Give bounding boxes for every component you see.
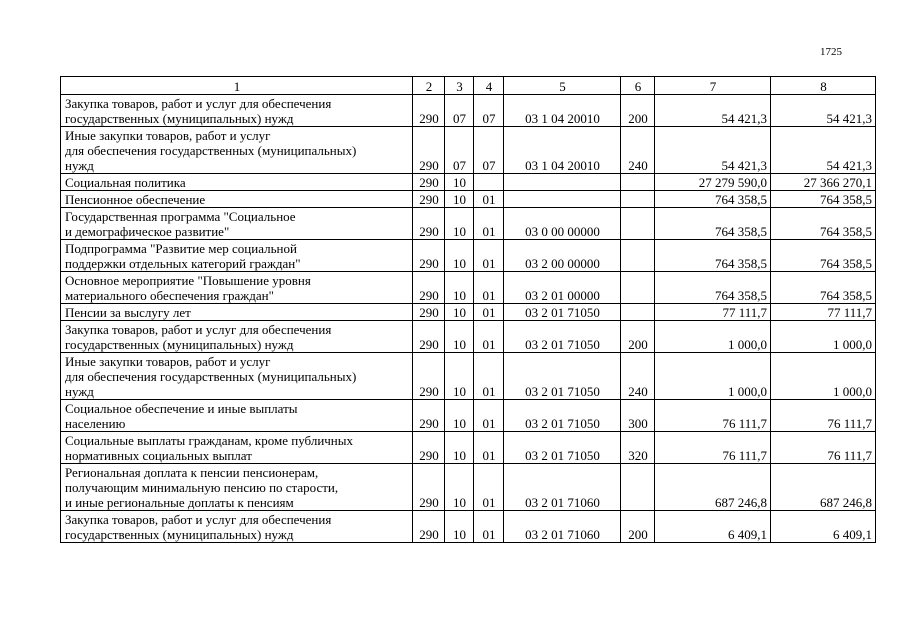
row-col-6: 200 xyxy=(621,95,655,127)
row-col-6 xyxy=(621,304,655,321)
row-col-5: 03 2 00 00000 xyxy=(504,240,621,272)
row-col-5: 03 2 01 71050 xyxy=(504,321,621,353)
row-col-7: 54 421,3 xyxy=(655,95,771,127)
row-col-4: 01 xyxy=(474,432,504,464)
header-cell-5: 5 xyxy=(504,77,621,95)
row-name: Пенсионное обеспечение xyxy=(61,191,413,208)
row-col-8: 764 358,5 xyxy=(771,191,876,208)
table-row xyxy=(61,95,876,127)
row-col-8: 687 246,8 xyxy=(771,464,876,511)
row-col-6 xyxy=(621,174,655,191)
row-col-7: 76 111,7 xyxy=(655,432,771,464)
row-col-3: 10 xyxy=(445,272,474,304)
table-row xyxy=(61,127,876,174)
row-name: Основное мероприятие "Повышение уровня материального обеспечения граждан" xyxy=(61,272,413,304)
row-col-2: 290 xyxy=(413,191,445,208)
row-name: Иные закупки товаров, работ и услуг для обеспечения государственных (муниципальных) нужд xyxy=(61,353,413,400)
row-name: Закупка товаров, работ и услуг для обеспечения государственных (муниципальных) нужд xyxy=(61,321,413,353)
row-col-4: 01 xyxy=(474,511,504,543)
row-col-6: 200 xyxy=(621,321,655,353)
row-col-8: 27 366 270,1 xyxy=(771,174,876,191)
row-col-5: 03 1 04 20010 xyxy=(504,95,621,127)
row-col-7: 1 000,0 xyxy=(655,353,771,400)
row-col-3: 10 xyxy=(445,304,474,321)
row-col-7: 764 358,5 xyxy=(655,240,771,272)
row-col-4: 01 xyxy=(474,400,504,432)
row-col-4: 07 xyxy=(474,95,504,127)
row-col-5: 03 2 01 00000 xyxy=(504,272,621,304)
table-row xyxy=(61,464,876,511)
header-cell-7: 7 xyxy=(655,77,771,95)
row-col-7: 764 358,5 xyxy=(655,208,771,240)
table-row xyxy=(61,240,876,272)
row-col-6: 200 xyxy=(621,511,655,543)
header-cell-1: 1 xyxy=(61,77,413,95)
row-col-3: 10 xyxy=(445,400,474,432)
row-name: Социальное обеспечение и иные выплаты населению xyxy=(61,400,413,432)
row-col-6: 240 xyxy=(621,127,655,174)
row-col-2: 290 xyxy=(413,174,445,191)
row-col-6 xyxy=(621,272,655,304)
row-col-3: 10 xyxy=(445,353,474,400)
row-col-2: 290 xyxy=(413,321,445,353)
header-row xyxy=(61,77,876,95)
row-col-3: 10 xyxy=(445,240,474,272)
row-col-3: 10 xyxy=(445,511,474,543)
row-name: Социальные выплаты гражданам, кроме публичных нормативных социальных выплат xyxy=(61,432,413,464)
row-name: Закупка товаров, работ и услуг для обеспечения государственных (муниципальных) нужд xyxy=(61,95,413,127)
row-col-7: 6 409,1 xyxy=(655,511,771,543)
header-cell-6: 6 xyxy=(621,77,655,95)
row-col-3: 10 xyxy=(445,464,474,511)
row-col-2: 290 xyxy=(413,464,445,511)
row-col-8: 764 358,5 xyxy=(771,208,876,240)
row-col-4: 01 xyxy=(474,240,504,272)
page-number: 1725 xyxy=(820,46,842,58)
row-col-7: 1 000,0 xyxy=(655,321,771,353)
table-row xyxy=(61,272,876,304)
row-col-6 xyxy=(621,208,655,240)
row-col-4 xyxy=(474,174,504,191)
row-col-3: 10 xyxy=(445,174,474,191)
row-col-7: 54 421,3 xyxy=(655,127,771,174)
row-col-2: 290 xyxy=(413,304,445,321)
row-name: Региональная доплата к пенсии пенсионерам, получающим минимальную пенсию по старости, и иные региональные доплаты к пенсиям xyxy=(61,464,413,511)
row-col-7: 76 111,7 xyxy=(655,400,771,432)
row-col-4: 01 xyxy=(474,321,504,353)
row-col-4: 01 xyxy=(474,191,504,208)
row-col-2: 290 xyxy=(413,511,445,543)
row-col-6 xyxy=(621,240,655,272)
row-col-2: 290 xyxy=(413,353,445,400)
budget-table xyxy=(60,76,876,543)
row-col-8: 76 111,7 xyxy=(771,432,876,464)
row-col-4: 01 xyxy=(474,353,504,400)
row-col-6: 240 xyxy=(621,353,655,400)
row-name: Иные закупки товаров, работ и услуг для обеспечения государственных (муниципальных) нужд xyxy=(61,127,413,174)
row-col-7: 687 246,8 xyxy=(655,464,771,511)
row-col-5: 03 2 01 71060 xyxy=(504,464,621,511)
header-cell-3: 3 xyxy=(445,77,474,95)
row-col-2: 290 xyxy=(413,95,445,127)
row-col-6 xyxy=(621,191,655,208)
row-col-3: 10 xyxy=(445,432,474,464)
table-row xyxy=(61,400,876,432)
row-col-5 xyxy=(504,174,621,191)
row-col-5: 03 2 01 71050 xyxy=(504,353,621,400)
row-col-8: 1 000,0 xyxy=(771,321,876,353)
row-col-3: 10 xyxy=(445,191,474,208)
table-row xyxy=(61,304,876,321)
row-col-2: 290 xyxy=(413,208,445,240)
row-name: Социальная политика xyxy=(61,174,413,191)
table-row xyxy=(61,511,876,543)
table-row xyxy=(61,174,876,191)
row-col-8: 54 421,3 xyxy=(771,95,876,127)
row-col-7: 27 279 590,0 xyxy=(655,174,771,191)
row-col-4: 01 xyxy=(474,208,504,240)
row-col-2: 290 xyxy=(413,432,445,464)
row-name: Подпрограмма "Развитие мер социальной поддержки отдельных категорий граждан" xyxy=(61,240,413,272)
row-col-2: 290 xyxy=(413,240,445,272)
row-col-5: 03 0 00 00000 xyxy=(504,208,621,240)
row-name: Государственная программа "Социальное и демографическое развитие" xyxy=(61,208,413,240)
row-col-7: 77 111,7 xyxy=(655,304,771,321)
row-col-4: 01 xyxy=(474,464,504,511)
row-col-3: 07 xyxy=(445,127,474,174)
row-col-8: 54 421,3 xyxy=(771,127,876,174)
table-row xyxy=(61,208,876,240)
row-col-5: 03 2 01 71050 xyxy=(504,432,621,464)
row-col-5: 03 2 01 71060 xyxy=(504,511,621,543)
row-col-3: 10 xyxy=(445,208,474,240)
row-col-7: 764 358,5 xyxy=(655,272,771,304)
row-col-5 xyxy=(504,191,621,208)
row-col-5: 03 1 04 20010 xyxy=(504,127,621,174)
table-row xyxy=(61,353,876,400)
table-row xyxy=(61,432,876,464)
row-name: Пенсии за выслугу лет xyxy=(61,304,413,321)
row-col-8: 764 358,5 xyxy=(771,240,876,272)
row-col-4: 07 xyxy=(474,127,504,174)
row-col-6: 300 xyxy=(621,400,655,432)
row-col-3: 07 xyxy=(445,95,474,127)
row-col-2: 290 xyxy=(413,400,445,432)
header-cell-4: 4 xyxy=(474,77,504,95)
header-cell-2: 2 xyxy=(413,77,445,95)
row-col-2: 290 xyxy=(413,127,445,174)
row-col-5: 03 2 01 71050 xyxy=(504,304,621,321)
table-row xyxy=(61,191,876,208)
row-col-4: 01 xyxy=(474,272,504,304)
row-col-8: 764 358,5 xyxy=(771,272,876,304)
row-col-3: 10 xyxy=(445,321,474,353)
row-name: Закупка товаров, работ и услуг для обеспечения государственных (муниципальных) нужд xyxy=(61,511,413,543)
row-col-2: 290 xyxy=(413,272,445,304)
row-col-8: 1 000,0 xyxy=(771,353,876,400)
row-col-4: 01 xyxy=(474,304,504,321)
row-col-8: 77 111,7 xyxy=(771,304,876,321)
row-col-6 xyxy=(621,464,655,511)
row-col-8: 76 111,7 xyxy=(771,400,876,432)
table-row xyxy=(61,321,876,353)
row-col-7: 764 358,5 xyxy=(655,191,771,208)
header-cell-8: 8 xyxy=(771,77,876,95)
row-col-8: 6 409,1 xyxy=(771,511,876,543)
row-col-6: 320 xyxy=(621,432,655,464)
row-col-5: 03 2 01 71050 xyxy=(504,400,621,432)
